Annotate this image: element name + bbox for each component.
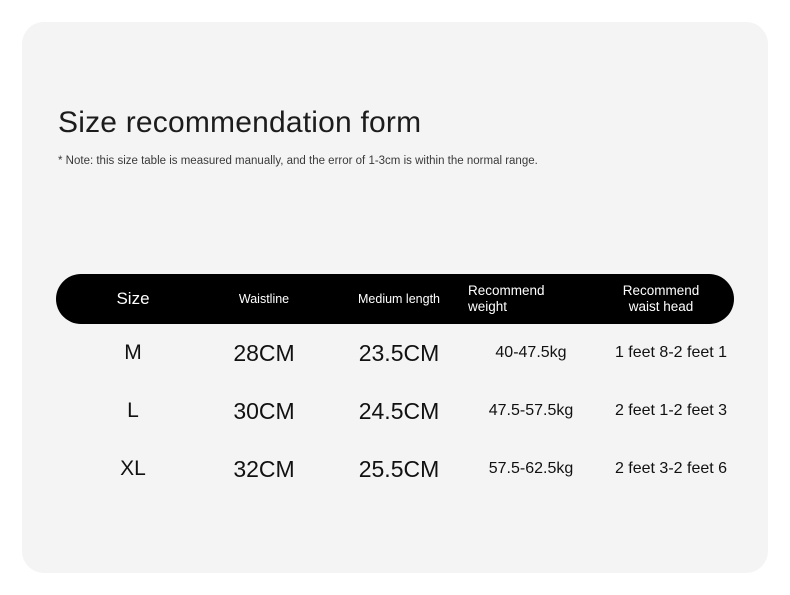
cell-medium-length: 25.5CM: [358, 455, 440, 482]
page-title: Size recommendation form: [58, 106, 422, 139]
cell-recommend-weight: 47.5-57.5kg: [488, 402, 574, 419]
cell-recommend-waist-head: 2 feet 3-2 feet 6: [614, 460, 728, 477]
cell-recommend-waist-head: 1 feet 8-2 feet 1: [614, 344, 728, 361]
cell-size: XL: [120, 457, 146, 480]
cell-size: L: [127, 399, 139, 422]
column-header-recommend-weight: [468, 274, 594, 324]
cell-waistline: 32CM: [233, 455, 295, 482]
cell-size: M: [124, 341, 142, 364]
column-header-recommend-weight-line1: Recommend: [468, 283, 545, 299]
cell-waistline: 28CM: [233, 339, 295, 366]
size-table: [56, 274, 734, 498]
column-header-recommend-weight-line2: weight: [468, 299, 508, 314]
column-header-medium-length: Medium length: [358, 291, 440, 306]
table-row: [56, 324, 734, 382]
column-header-recommend-waist-head-line2: waist head: [628, 299, 694, 314]
table-row: [56, 440, 734, 498]
size-chart-card: [22, 22, 768, 573]
column-header-waistline: Waistline: [238, 291, 290, 306]
cell-recommend-waist-head: 2 feet 1-2 feet 3: [614, 402, 728, 419]
column-header-size: Size: [116, 289, 150, 309]
cell-waistline: 30CM: [233, 397, 295, 424]
table-row: [56, 382, 734, 440]
table-header-row: [56, 274, 734, 324]
cell-medium-length: 23.5CM: [358, 339, 440, 366]
measurement-note: * Note: this size table is measured manually, and the error of 1-3cm is within the normal range.: [58, 155, 538, 167]
column-header-recommend-waist-head: [596, 274, 726, 324]
cell-medium-length: 24.5CM: [358, 397, 440, 424]
cell-recommend-weight: 57.5-62.5kg: [488, 460, 574, 477]
cell-recommend-weight: 40-47.5kg: [495, 344, 567, 361]
column-header-recommend-waist-head-line1: Recommend: [622, 283, 700, 299]
